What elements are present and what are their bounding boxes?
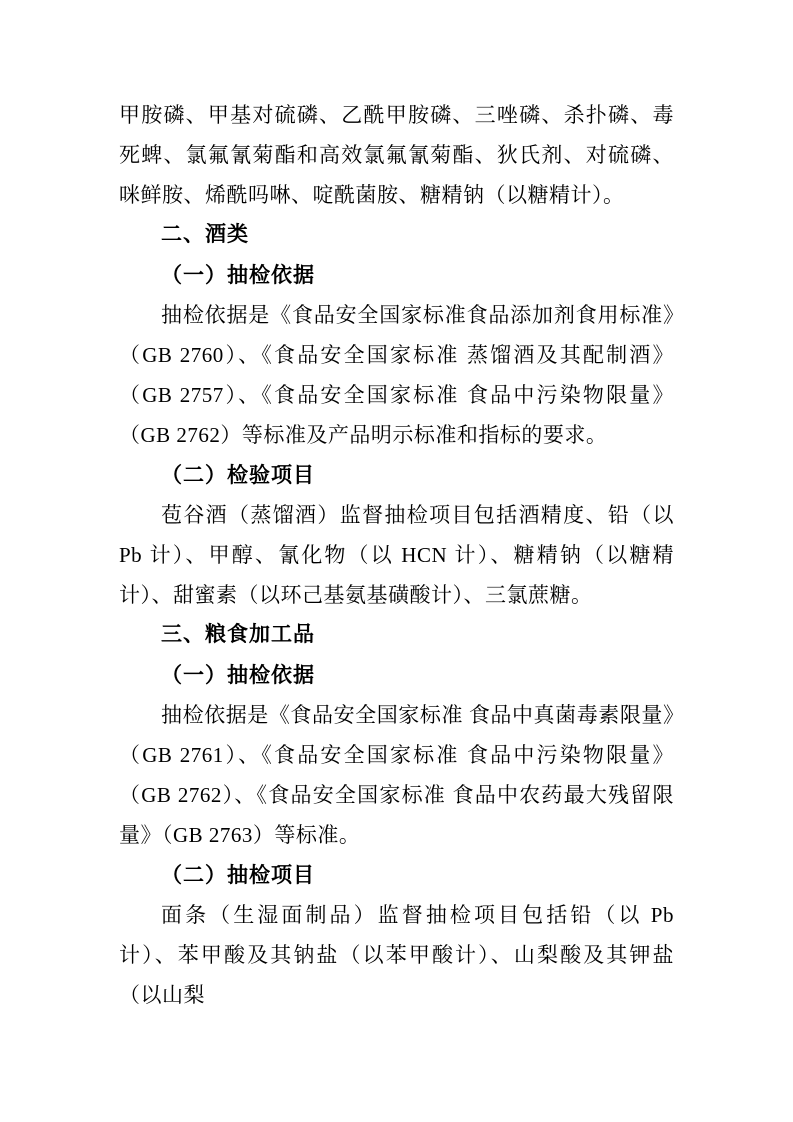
subsection-heading-grain-sampling-basis: （一）抽检依据: [161, 663, 315, 687]
paragraph-alcohol-sampling-basis: 抽检依据是《食品安全国家标准食品添加剂食用标准》（GB 2760）、《食品安全国家标准 蒸馏酒及其配制酒》（GB 2757）、《食品安全国家标准 食品中污染物限量》（GB 2762）等标准及产品明示标准和指标的要求。: [119, 303, 674, 447]
section-heading-alcohol: 二、酒类: [161, 223, 249, 246]
paragraph-grain-sampling-items: 面条（生湿面制品）监督抽检项目包括铅（以 Pb 计）、苯甲酸及其钠盐（以苯甲酸计）、山梨酸及其钾盐（以山梨: [119, 903, 674, 1007]
subsection-heading-grain-sampling-items: （二）抽检项目: [161, 863, 315, 887]
section-heading-grain-products: 三、粮食加工品: [161, 623, 315, 646]
subsection-heading-alcohol-test-items: （二）检验项目: [161, 463, 315, 487]
paragraph-pesticide-list-continuation: 甲胺磷、甲基对硫磷、乙酰甲胺磷、三唑磷、杀扑磷、毒死蜱、氯氟氰菊酯和高效氯氟氰菊酯、狄氏剂、对硫磷、咪鲜胺、烯酰吗啉、啶酰菌胺、糖精钠（以糖精计）。: [119, 103, 674, 207]
paragraph-alcohol-test-items: 苞谷酒（蒸馏酒）监督抽检项目包括酒精度、铅（以 Pb 计）、甲醇、氰化物（以 HCN 计）、糖精钠（以糖精计）、甜蜜素（以环己基氨基磺酸计）、三氯蔗糖。: [119, 503, 674, 607]
subsection-heading-alcohol-sampling-basis: （一）抽检依据: [161, 263, 315, 287]
paragraph-grain-sampling-basis: 抽检依据是《食品安全国家标准 食品中真菌毒素限量》（GB 2761）、《食品安全国家标准 食品中污染物限量》（GB 2762）、《食品安全国家标准 食品中农药最大残留限量》（GB 2763）等标准。: [119, 703, 674, 847]
